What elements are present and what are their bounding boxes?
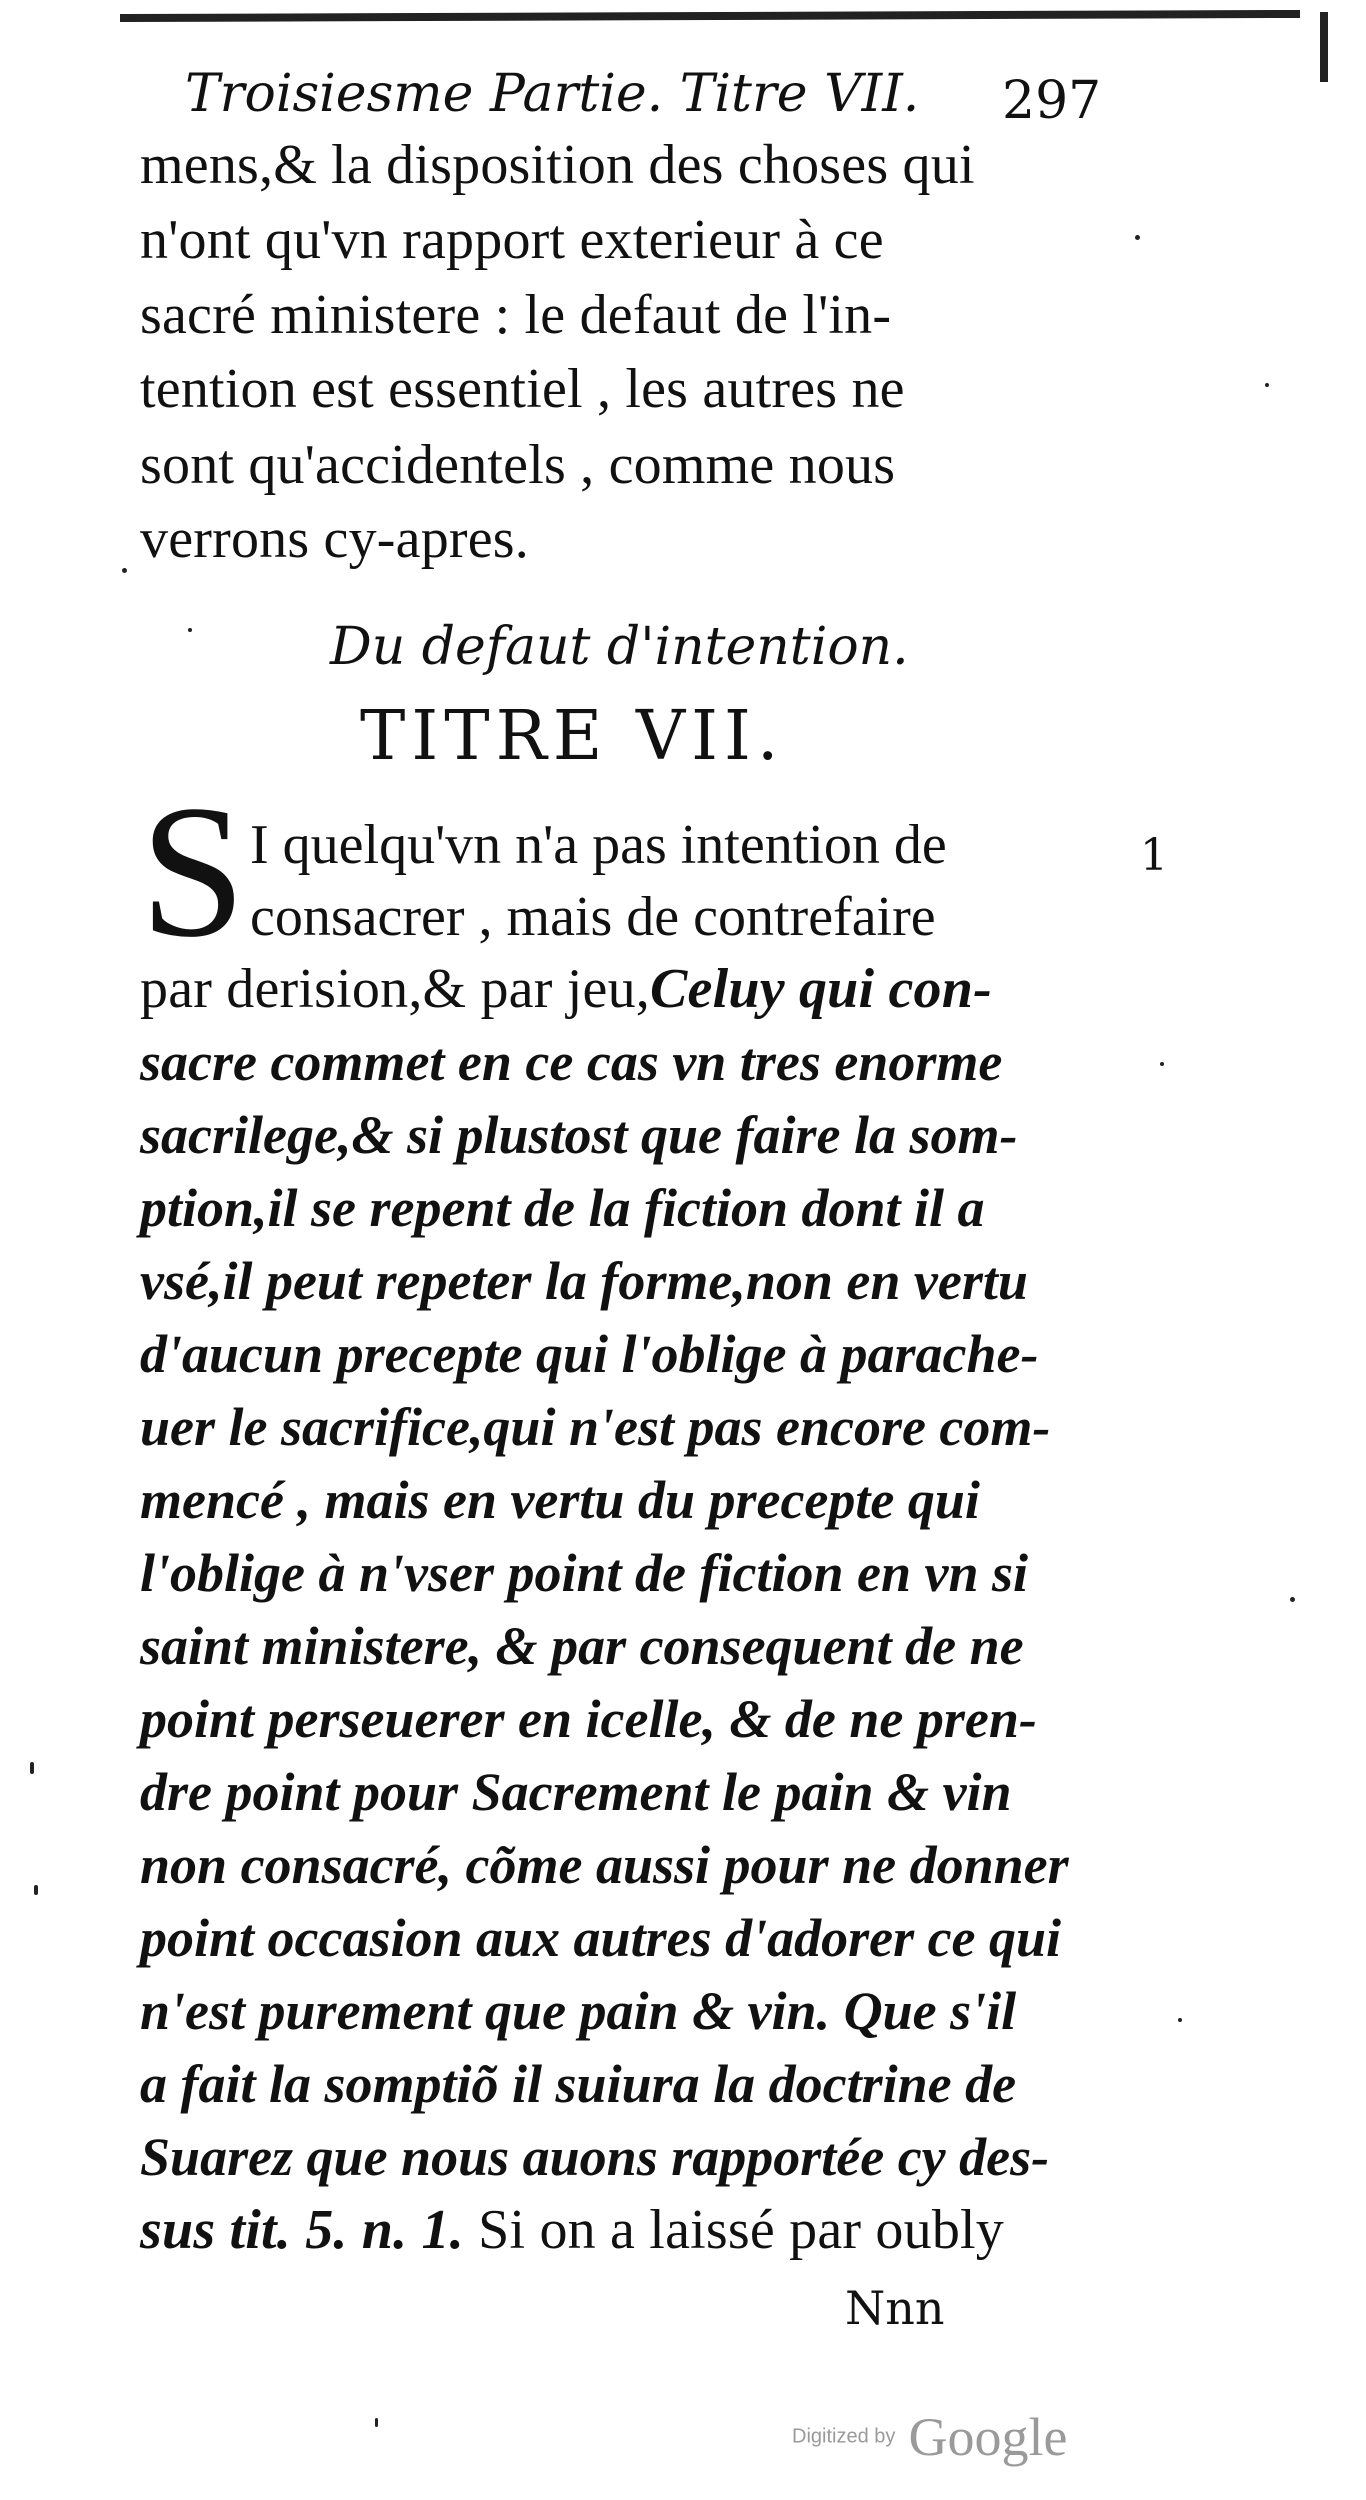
ink-speck	[188, 628, 192, 632]
top-border-rule	[120, 10, 1300, 22]
drop-cap: S	[140, 767, 246, 977]
italic-text-line: saint ministere, & par consequent de ne	[140, 1616, 1024, 1676]
ink-speck	[1160, 1062, 1164, 1066]
watermark-prefix: Digitized by	[792, 2425, 896, 2448]
ink-speck	[375, 2418, 378, 2427]
article-second-line: consacrer , mais de contrefaire	[250, 886, 936, 948]
italic-text-line: vsé,il peut repeter la forme,non en vertu	[140, 1251, 1028, 1311]
margin-number: 1	[1140, 830, 1168, 881]
text-line: tention est essentiel , les autres ne	[140, 358, 905, 420]
section-subtitle: Du defaut d'intention.	[330, 617, 909, 677]
final-italic-fragment: sus tit. 5. n. 1.	[140, 2199, 464, 2261]
italic-text-line: n'est purement que pain & vin. Que s'il	[140, 1981, 1017, 2041]
italic-text-line: dre point pour Sacrement le pain & vin	[140, 1762, 1012, 1822]
italic-text-line: mencé , mais en vertu du precepte qui	[140, 1470, 980, 1530]
watermark-brand: Google	[908, 2407, 1068, 2467]
page-number: 297	[1002, 71, 1102, 131]
mixed-line	[140, 952, 1120, 1026]
right-edge-mark	[1320, 12, 1328, 82]
ink-speck	[1135, 235, 1140, 240]
italic-text-line: point occasion aux autres d'adorer ce qui	[140, 1908, 1062, 1968]
ink-speck	[1265, 383, 1269, 387]
running-head-text: Troisiesme Partie. Titre VII.	[185, 64, 920, 124]
ink-speck	[1290, 1597, 1295, 1602]
catchword: Nnn	[845, 2281, 945, 2335]
ink-speck	[30, 1762, 34, 1774]
final-roman-fragment: Si on a laissé par oubly	[463, 2199, 1004, 2261]
ink-speck	[1178, 2018, 1182, 2022]
italic-text-line: point perseuerer en icelle, & de ne pren-	[140, 1689, 1037, 1749]
italic-text-line: sacrilege,& si plustost que faire la som-	[140, 1105, 1018, 1165]
italic-text-line: l'oblige à n'vser point de fiction en vn si	[140, 1543, 1028, 1603]
italic-text-line: d'aucun precepte qui l'oblige à parache-	[140, 1324, 1039, 1384]
text-line: sont qu'accidentels , comme nous	[140, 434, 896, 496]
article-first-line: I quelqu'vn n'a pas intention de	[250, 814, 947, 876]
italic-text-line: uer le sacrifice,qui n'est pas encore com-	[140, 1397, 1051, 1457]
italic-text-line: Suarez que nous auons rapportée cy des-	[140, 2127, 1050, 2187]
text-line: sacré ministere : le defaut de l'in-	[140, 284, 892, 346]
italic-text-line: ption,il se repent de la fiction dont il a	[140, 1178, 985, 1238]
text-line: verrons cy-apres.	[140, 508, 530, 570]
final-line	[140, 2193, 1120, 2267]
ink-speck	[34, 1885, 38, 1895]
italic-text-line: non consacré, cõme aussi pour ne donner	[140, 1835, 1069, 1895]
italic-fragment: Celuy qui con-	[650, 958, 992, 1020]
text-line: n'ont qu'vn rapport exterieur à ce	[140, 209, 884, 271]
italic-text-line: sacre commet en ce cas vn tres enorme	[140, 1032, 1003, 1092]
roman-fragment: par derision,& par jeu,	[140, 958, 650, 1020]
text-line: mens,& la disposition des choses qui	[140, 134, 975, 196]
digitized-by-google-watermark	[792, 2406, 1067, 2468]
ink-speck	[122, 568, 127, 573]
italic-text-line: a fait la somptiõ il suiura la doctrine de	[140, 2054, 1017, 2114]
chapter-title: TITRE VII.	[360, 697, 785, 776]
